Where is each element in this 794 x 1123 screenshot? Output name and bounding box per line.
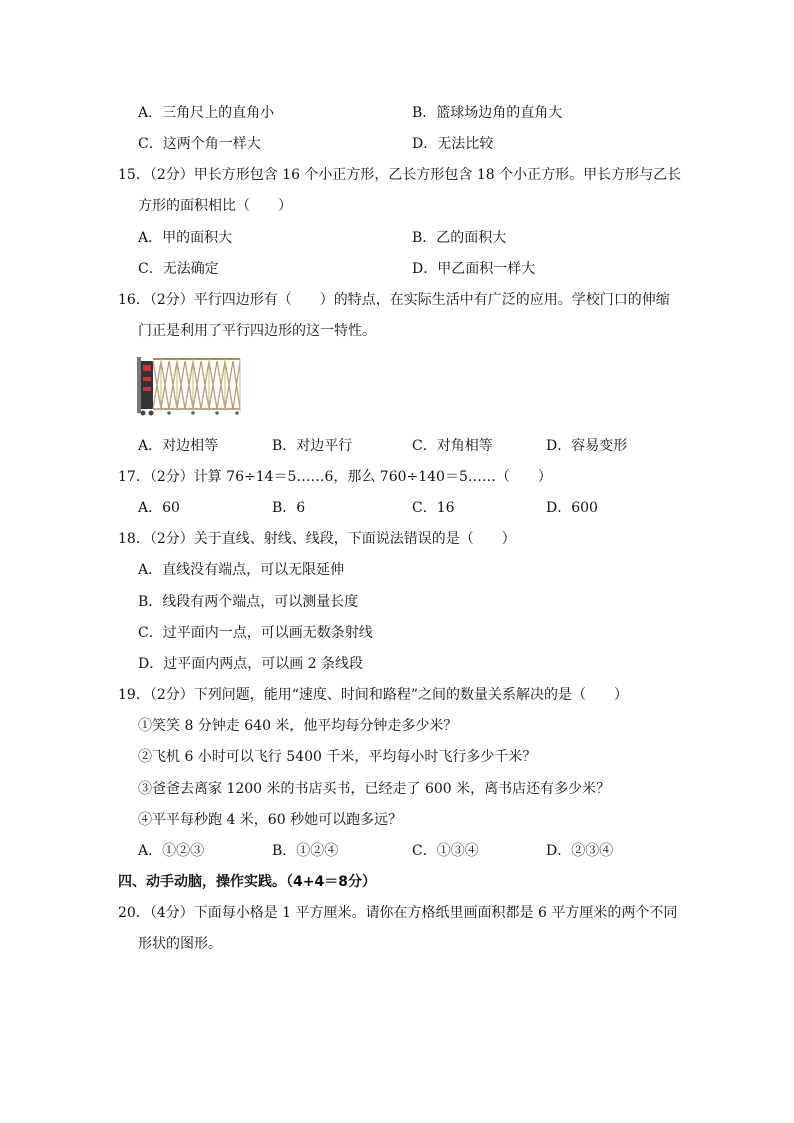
q14-option-d[interactable]: D．无法比较 — [412, 136, 494, 152]
q15-option-c[interactable]: C．无法确定 — [138, 261, 219, 277]
retractable-gate-image — [137, 355, 242, 417]
q16-stem: 16．（2分）平行四边形有（ ）的特点，在实际生活中有广泛的应用。学校门口的伸缩 — [118, 292, 670, 308]
q19-stem: 19．（2分）下列问题，能用“速度、时间和路程”之间的数量关系解决的是（ ） — [118, 687, 629, 703]
q19-option-c[interactable]: C．①③④ — [412, 843, 479, 859]
q18-option-d[interactable]: D．过平面内两点，可以画 2 条线段 — [138, 656, 364, 672]
retractable-gate-icon — [137, 355, 242, 417]
q17-option-d[interactable]: D．600 — [546, 500, 598, 516]
q17-option-c[interactable]: C．16 — [412, 500, 455, 516]
q19-option-a[interactable]: A．①②③ — [138, 843, 205, 859]
q14-option-c[interactable]: C．这两个角一样大 — [138, 136, 261, 152]
q16-option-b[interactable]: B．对边平行 — [272, 438, 353, 454]
q16-option-d[interactable]: D．容易变形 — [546, 438, 628, 454]
q18-option-c[interactable]: C．过平面内一点，可以画无数条射线 — [138, 625, 373, 641]
q18-stem: 18．（2分）关于直线、射线、线段，下面说法错误的是（ ） — [118, 531, 516, 547]
q16-option-c[interactable]: C．对角相等 — [412, 438, 493, 454]
q15-option-a[interactable]: A．甲的面积大 — [138, 230, 233, 246]
q19-item-2: ②飞机 6 小时可以飞行 5400 千米，平均每小时飞行多少千米？ — [138, 749, 537, 765]
q17-option-b[interactable]: B．6 — [272, 500, 306, 516]
q15-stem: 15．（2分）甲长方形包含 16 个小正方形，乙长方形包含 18 个小正方形。甲长方形与乙长 — [118, 167, 682, 183]
q15-option-d[interactable]: D．甲乙面积一样大 — [412, 261, 536, 277]
q17-option-a[interactable]: A．60 — [138, 500, 180, 516]
q18-option-a[interactable]: A．直线没有端点，可以无限延伸 — [138, 562, 345, 578]
q20-stem-cont: 形状的图形。 — [138, 936, 222, 952]
q19-item-4: ④平平每秒跑 4 米，60 秒她可以跑多远？ — [138, 812, 403, 828]
q15-stem-cont: 方形的面积相比（ ） — [138, 198, 292, 214]
q18-option-b[interactable]: B．线段有两个端点，可以测量长度 — [138, 594, 359, 610]
q19-item-3: ③爸爸去离家 1200 米的书店买书，已经走了 600 米，离书店还有多少米？ — [138, 781, 611, 797]
q20-stem: 20．（4分）下面每小格是 1 平方厘米。请你在方格纸里画面积都是 6 平方厘米的两个不同 — [118, 905, 678, 921]
q19-item-1: ①笑笑 8 分钟走 640 米，他平均每分钟走多少米？ — [138, 718, 458, 734]
q19-option-d[interactable]: D．②③④ — [546, 843, 614, 859]
q19-option-b[interactable]: B．①②④ — [272, 843, 339, 859]
q14-option-a[interactable]: A．三角尺上的直角小 — [138, 105, 275, 121]
q16-stem-cont: 门正是利用了平行四边形的这一特性。 — [138, 323, 376, 339]
q17-stem: 17．（2分）计算 76÷14＝5……6，那么 760÷140＝5……（ ） — [118, 469, 552, 485]
q16-option-a[interactable]: A．对边相等 — [138, 438, 219, 454]
section-4-title: 四、动手动脑，操作实践。（4+4＝8分） — [118, 874, 376, 890]
q15-option-b[interactable]: B．乙的面积大 — [412, 230, 507, 246]
q14-option-b[interactable]: B．篮球场边角的直角大 — [412, 105, 563, 121]
